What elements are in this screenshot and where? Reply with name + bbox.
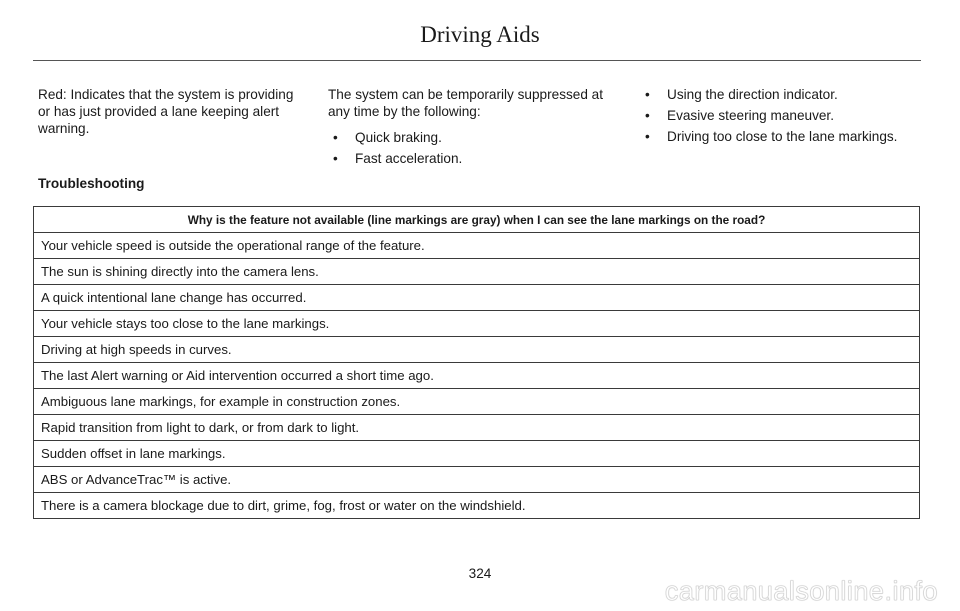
bullet-icon: • (645, 87, 650, 102)
table-row (34, 415, 920, 441)
table-row (34, 493, 920, 519)
table-cell: The sun is shining directly into the camera lens. (34, 259, 920, 285)
table-cell: Your vehicle speed is outside the operational range of the feature. (34, 233, 920, 259)
table-header-row (34, 207, 920, 233)
list-item-text: Quick braking. (355, 130, 442, 145)
header-divider (33, 60, 921, 61)
table-cell: There is a camera blockage due to dirt, grime, fog, frost or water on the windshield. (34, 493, 920, 519)
suppression-list (328, 129, 623, 167)
page-number: 324 (468, 566, 492, 581)
table-cell: Sudden offset in lane markings. (34, 441, 920, 467)
table-cell: Rapid transition from light to dark, or from dark to light. (34, 415, 920, 441)
red-indicator-paragraph: Red: Indicates that the system is providing or has just provided a lane keeping alert warning. (38, 87, 294, 136)
column-middle (328, 86, 623, 167)
table-cell: The last Alert warning or Aid intervention occurred a short time ago. (34, 363, 920, 389)
table-row (34, 441, 920, 467)
table-row (34, 233, 920, 259)
bullet-icon: • (333, 130, 338, 145)
bullet-icon: • (333, 151, 338, 166)
table-row (34, 467, 920, 493)
bullet-icon: • (645, 108, 650, 123)
suppression-list-continued (640, 86, 930, 145)
list-item (640, 107, 930, 124)
list-item (328, 150, 623, 167)
list-item-text: Evasive steering maneuver. (667, 108, 834, 123)
table-row (34, 259, 920, 285)
section-heading-troubleshooting: Troubleshooting (38, 176, 145, 191)
table-cell: A quick intentional lane change has occurred. (34, 285, 920, 311)
table-row (34, 337, 920, 363)
list-item-text: Using the direction indicator. (667, 87, 838, 102)
table-cell: Your vehicle stays too close to the lane markings. (34, 311, 920, 337)
table-row (34, 389, 920, 415)
table-header-cell: Why is the feature not available (line markings are gray) when I can see the lane markings on the road? (34, 207, 920, 233)
table-cell: Ambiguous lane markings, for example in construction zones. (34, 389, 920, 415)
list-item-text: Driving too close to the lane markings. (667, 129, 898, 144)
table-cell: ABS or AdvanceTrac™ is active. (34, 467, 920, 493)
suppression-intro: The system can be temporarily suppressed at any time by the following: (328, 87, 604, 119)
watermark-text: carmanualsonline.info (664, 576, 938, 606)
table-row (34, 311, 920, 337)
table-cell: Driving at high speeds in curves. (34, 337, 920, 363)
list-item (328, 129, 623, 146)
list-item-text: Fast acceleration. (355, 151, 463, 166)
list-item (640, 128, 930, 145)
bullet-icon: • (645, 129, 650, 144)
table-row (34, 285, 920, 311)
page-header-title: Driving Aids (420, 22, 540, 47)
column-right (640, 86, 930, 145)
troubleshooting-table (33, 206, 920, 519)
column-left (38, 86, 306, 137)
table-row (34, 363, 920, 389)
list-item (640, 86, 930, 103)
